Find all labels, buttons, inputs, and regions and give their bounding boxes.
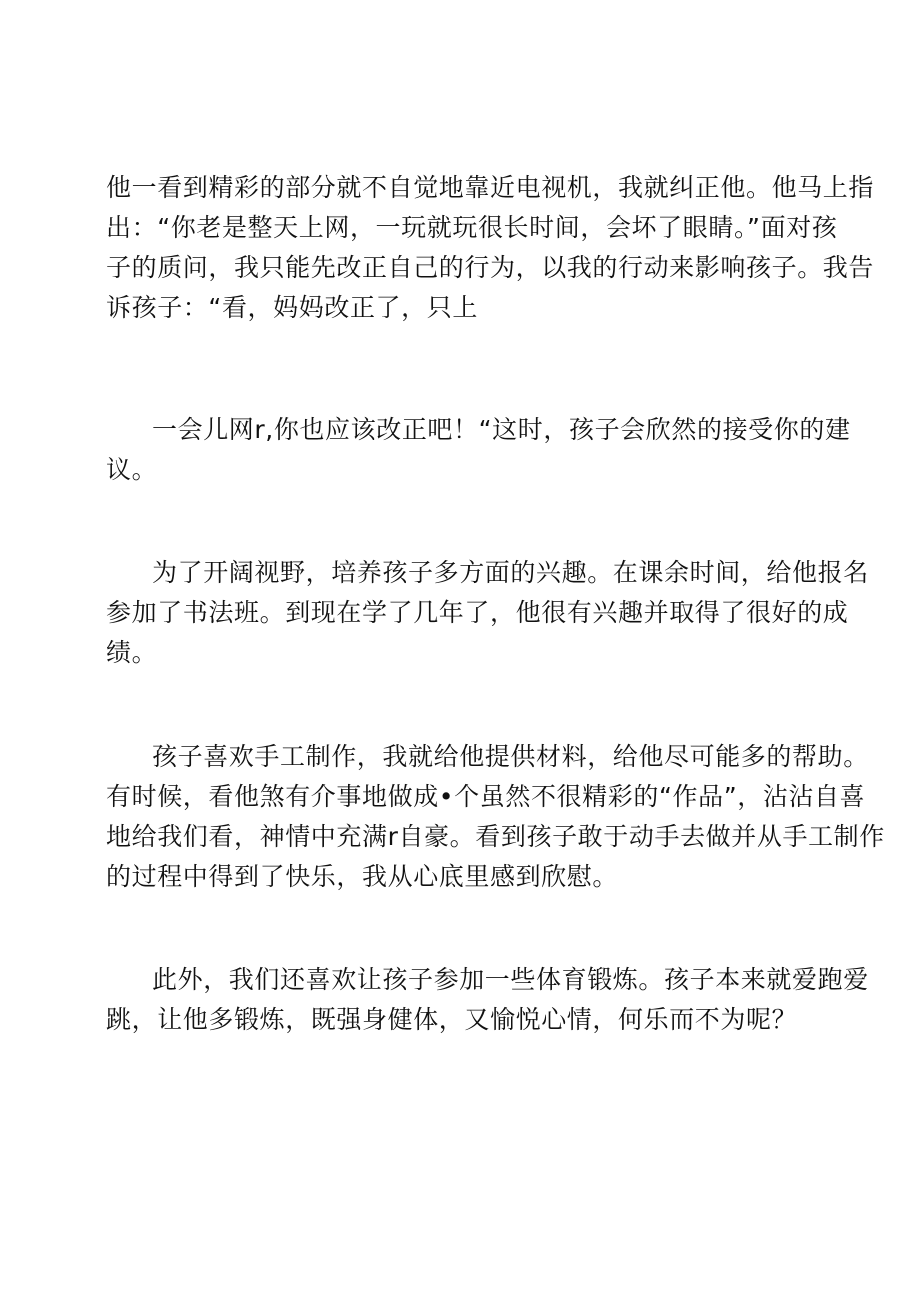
paragraph-line: 有时候，看他煞有介事地做成•个虽然不很精彩的“作品”，沾沾自喜 [106, 782, 866, 811]
paragraph-line: 的过程中得到了快乐，我从心底里感到欣慰。 [106, 862, 619, 891]
paragraph-4 [106, 737, 885, 897]
paragraph-line: 跳，让他多锻炼，既强身健体，又愉悦心情，何乐而不为呢？ [106, 1005, 798, 1034]
paragraph-line: 孩子喜欢手工制作，我就给他提供材料，给他尽可能多的帮助。 [152, 742, 869, 771]
paragraph-line: 参加了书法班。到现在学了几年了，他很有兴趣并取得了很好的成 [106, 598, 849, 627]
paragraph-5 [106, 960, 869, 1040]
paragraph-line: 诉孩子：“看，妈妈改正了，只上 [106, 293, 478, 322]
paragraph-2 [106, 410, 851, 490]
paragraph-line: 此外，我们还喜欢让孩子参加一些体育锻炼。孩子本来就爱跑爱 [152, 965, 869, 994]
paragraph-3 [106, 553, 869, 673]
paragraph-line: 子的质问，我只能先改正自己的行为，以我的行动来影响孩子。我告 [106, 253, 875, 282]
paragraph-line: 一会儿网r,你也应该改正吧！“这时，孩子会欣然的接受你的建 [152, 415, 851, 444]
paragraph-line: 议。 [106, 455, 158, 484]
paragraph-line: 绩。 [106, 638, 158, 667]
paragraph-line: 为了开阔视野，培养孩子多方面的兴趣。在课余时间，给他报名 [152, 558, 869, 587]
paragraph-1 [106, 168, 875, 328]
paragraph-line: 出：“你老是整天上网，一玩就玩很长时间，会坏了眼睛。”面对孩 [106, 213, 838, 242]
paragraph-line: 地给我们看，神情中充满r自豪。看到孩子敢于动手去做并从手工制作 [106, 822, 885, 851]
paragraph-line: 他一看到精彩的部分就不自觉地靠近电视机，我就纠正他。他马上指 [106, 173, 875, 202]
